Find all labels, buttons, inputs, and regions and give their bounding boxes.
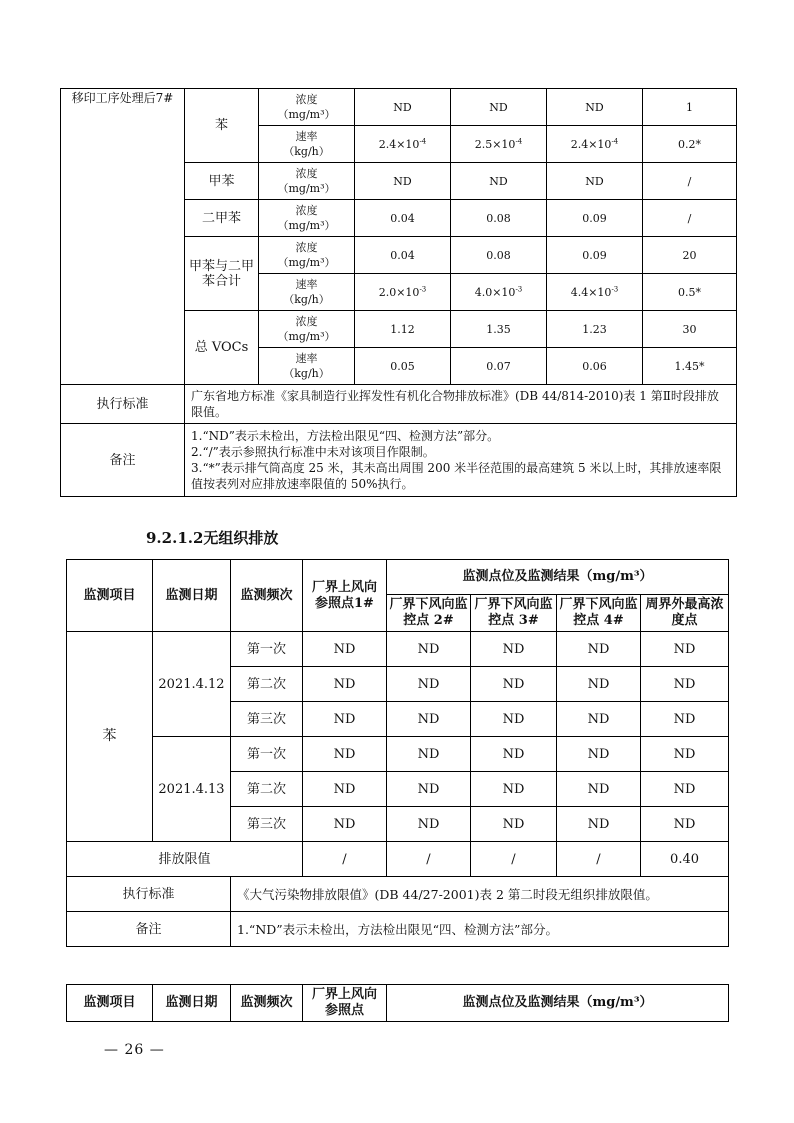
header-results: 监测点位及监测结果（mg/m³）	[387, 560, 729, 595]
frequency-cell: 第二次	[231, 667, 303, 702]
cell: $4.4\times 10^{-3}$	[547, 274, 643, 311]
header-date: 监测日期	[153, 985, 231, 1022]
frequency-cell: 第二次	[231, 772, 303, 807]
note-label: 备注	[67, 912, 231, 947]
cell: ND	[387, 807, 471, 842]
cell: 1.35	[451, 311, 547, 348]
cell: ND	[451, 89, 547, 126]
pollutant-vocs: 总 VOCs	[185, 311, 259, 385]
pollutant-benzene: 苯	[185, 89, 259, 163]
limit-cell: /	[557, 842, 641, 877]
cell: ND	[557, 807, 641, 842]
cell: $2.0\times 10^{-3}$	[355, 274, 451, 311]
limit-cell: /	[387, 842, 471, 877]
pollutant-xylene: 二甲苯	[185, 200, 259, 237]
param-conc: 浓度 （mg/m³）	[259, 163, 355, 200]
cell: 0.09	[547, 237, 643, 274]
cell: 0.08	[451, 200, 547, 237]
header-max-conc: 周界外最高浓度点	[641, 595, 729, 632]
header-item: 监测项目	[67, 560, 153, 632]
standard-label: 执行标准	[67, 877, 231, 912]
frequency-cell: 第三次	[231, 702, 303, 737]
limit-cell: 1.45*	[643, 348, 737, 385]
cell: ND	[355, 89, 451, 126]
cell: ND	[303, 737, 387, 772]
param-conc: 浓度 （mg/m³）	[259, 89, 355, 126]
note-line: 2.“/”表示参照执行标准中未对该项目作限制。	[191, 445, 435, 459]
cell: ND	[557, 632, 641, 667]
cell: $2.4\times 10^{-4}$	[547, 126, 643, 163]
item-benzene: 苯	[67, 632, 153, 842]
cell: ND	[387, 632, 471, 667]
header-item: 监测项目	[67, 985, 153, 1022]
cell: ND	[641, 807, 729, 842]
header-downwind-3: 厂界下风向监控点 3#	[471, 595, 557, 632]
cell: ND	[471, 667, 557, 702]
cell: ND	[387, 772, 471, 807]
cell: ND	[641, 772, 729, 807]
frequency-cell: 第三次	[231, 807, 303, 842]
cell: ND	[303, 632, 387, 667]
note-text	[185, 424, 737, 497]
cell: ND	[557, 667, 641, 702]
cell: ND	[387, 702, 471, 737]
header-upwind: 厂界上风向参照点	[303, 985, 387, 1022]
monitoring-point-cell: 移印工序处理后7#	[61, 89, 185, 385]
note-text: 1.“ND”表示未检出，方法检出限见“四、检测方法”部分。	[231, 912, 729, 947]
cell: 0.05	[355, 348, 451, 385]
limit-cell: 0.2*	[643, 126, 737, 163]
limit-cell: 0.40	[641, 842, 729, 877]
standard-label: 执行标准	[61, 385, 185, 424]
unorganized-emission-table	[66, 559, 729, 947]
limit-cell: /	[643, 200, 737, 237]
limit-label: 排放限值	[67, 842, 303, 877]
cell: ND	[557, 702, 641, 737]
note-line: 1.“ND”表示未检出，方法检出限见“四、检测方法”部分。	[191, 429, 500, 443]
table-header-row	[67, 560, 729, 595]
note-label: 备注	[61, 424, 185, 497]
cell: 1.23	[547, 311, 643, 348]
date-cell: 2021.4.13	[153, 737, 231, 842]
table-row	[67, 877, 729, 912]
cell: 0.08	[451, 237, 547, 274]
cell: ND	[641, 632, 729, 667]
cell: $4.0\times 10^{-3}$	[451, 274, 547, 311]
cell: ND	[641, 702, 729, 737]
cell: ND	[303, 667, 387, 702]
header-frequency: 监测频次	[231, 985, 303, 1022]
cell: ND	[557, 772, 641, 807]
cell: ND	[303, 807, 387, 842]
table-row	[67, 842, 729, 877]
table-row	[61, 89, 737, 126]
cell: ND	[471, 772, 557, 807]
cell: $2.5\times 10^{-4}$	[451, 126, 547, 163]
organized-emission-table	[60, 88, 737, 497]
table-row	[67, 737, 729, 772]
table-row	[61, 385, 737, 424]
next-table-header	[66, 984, 729, 1022]
header-downwind-2: 厂界下风向监控点 2#	[387, 595, 471, 632]
cell: ND	[547, 163, 643, 200]
cell: ND	[303, 702, 387, 737]
table-row	[61, 424, 737, 497]
cell: 0.09	[547, 200, 643, 237]
standard-text: 广东省地方标准《家具制造行业挥发性有机化合物排放标准》(DB 44/814-2010)表 1 第Ⅱ时段排放限值。	[185, 385, 737, 424]
table-row	[67, 912, 729, 947]
frequency-cell: 第一次	[231, 737, 303, 772]
limit-cell: 20	[643, 237, 737, 274]
limit-cell: /	[303, 842, 387, 877]
cell: 0.06	[547, 348, 643, 385]
param-rate: 速率 （kg/h）	[259, 274, 355, 311]
section-title: 9.2.1.2无组织排放	[146, 529, 279, 547]
limit-cell: 0.5*	[643, 274, 737, 311]
cell: ND	[547, 89, 643, 126]
cell: ND	[387, 667, 471, 702]
pollutant-toluene: 甲苯	[185, 163, 259, 200]
cell: ND	[471, 737, 557, 772]
cell: ND	[471, 807, 557, 842]
cell: 1.12	[355, 311, 451, 348]
standard-text: 《大气污染物排放限值》(DB 44/27-2001)表 2 第二时段无组织排放限值。	[231, 877, 729, 912]
header-results: 监测点位及监测结果（mg/m³）	[387, 985, 729, 1022]
cell: ND	[471, 702, 557, 737]
pollutant-toluene-xylene-sum: 甲苯与二甲苯合计	[185, 237, 259, 311]
header-frequency: 监测频次	[231, 560, 303, 632]
limit-cell: /	[471, 842, 557, 877]
cell: ND	[387, 737, 471, 772]
limit-cell: 1	[643, 89, 737, 126]
table-row	[67, 632, 729, 667]
cell: ND	[451, 163, 547, 200]
table-header-row	[67, 985, 729, 1022]
param-rate: 速率 （kg/h）	[259, 126, 355, 163]
cell: ND	[355, 163, 451, 200]
frequency-cell: 第一次	[231, 632, 303, 667]
header-downwind-4: 厂界下风向监控点 4#	[557, 595, 641, 632]
header-date: 监测日期	[153, 560, 231, 632]
cell: ND	[303, 772, 387, 807]
page-number: — 26 —	[104, 1042, 165, 1058]
cell: ND	[641, 667, 729, 702]
cell: ND	[557, 737, 641, 772]
header-upwind: 厂界上风向参照点1#	[303, 560, 387, 632]
limit-cell: /	[643, 163, 737, 200]
param-conc: 浓度 （mg/m³）	[259, 237, 355, 274]
cell: 0.04	[355, 200, 451, 237]
cell: 0.04	[355, 237, 451, 274]
limit-cell: 30	[643, 311, 737, 348]
note-line: 3.“*”表示排气筒高度 25 米，其未高出周围 200 米半径范围的最高建筑 5 米以上时，其排放速率限值按表列对应排放速率限值的 50%执行。	[191, 461, 722, 491]
param-conc: 浓度 （mg/m³）	[259, 311, 355, 348]
cell: ND	[641, 737, 729, 772]
cell: 0.07	[451, 348, 547, 385]
cell: ND	[471, 632, 557, 667]
date-cell: 2021.4.12	[153, 632, 231, 737]
cell: $2.4\times 10^{-4}$	[355, 126, 451, 163]
param-rate: 速率 （kg/h）	[259, 348, 355, 385]
param-conc: 浓度 （mg/m³）	[259, 200, 355, 237]
